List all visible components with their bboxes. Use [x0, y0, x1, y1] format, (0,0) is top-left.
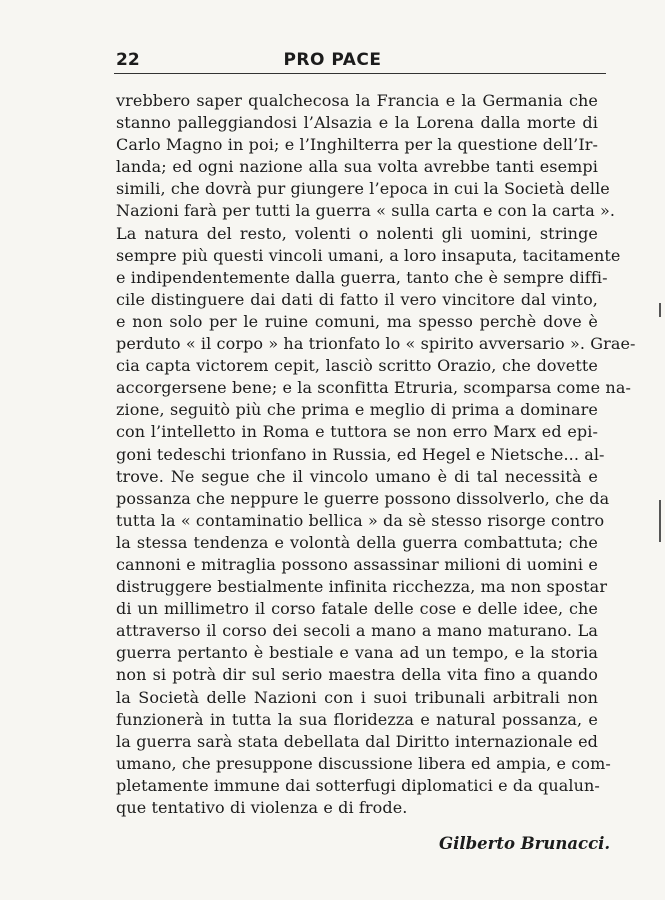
header-rule	[114, 73, 606, 74]
scan-edge-mark	[659, 303, 661, 317]
text-line: goni tedeschi trionfano in Russia, ed Hegel e Nietsche... al-	[116, 444, 605, 464]
text-line: La natura del resto, volenti o nolenti gli uomini, stringe	[116, 223, 598, 243]
text-line: cannoni e mitraglia possono assassinar milioni di uomini e	[116, 554, 598, 574]
text-line: la guerra sarà stata debellata dal Diritto internazionale ed	[116, 731, 598, 751]
text-line: funzionerà in tutta la sua floridezza e natural possanza, e	[116, 709, 598, 729]
scan-edge-mark	[659, 500, 661, 542]
text-line: perduto « il corpo » ha trionfato lo « spirito avversario ». Grae-	[116, 334, 636, 354]
text-line: tutta la « contaminatio bellica » da sè stesso risorge contro	[116, 510, 605, 530]
text-line: non si potrà dir sul serio maestra della vita fino a quando	[116, 665, 598, 685]
text-line: umano, che presuppone discussione libera ed ampia, e com-	[116, 753, 611, 773]
text-line: simili, che dovrà pur giungere l’epoca in cui la Società delle	[116, 179, 610, 199]
running-title: PRO PACE	[283, 50, 382, 70]
text-line: landa; ed ogni nazione alla sua volta avrebbe tanti esempi	[116, 157, 598, 177]
text-line: cile distinguere dai dati di fatto il vero vincitore dal vinto,	[116, 289, 598, 309]
text-line: Carlo Magno in poi; e l’Inghilterra per la questione dell’Ir-	[116, 135, 598, 155]
text-line: Nazioni farà per tutti la guerra « sulla carta e con la carta ».	[116, 201, 616, 221]
body-text	[116, 90, 636, 819]
text-line: la stessa tendenza e volontà della guerra combattuta; che	[116, 532, 598, 552]
page-number: 22	[116, 50, 140, 70]
author-signature: Gilberto Brunacci.	[439, 834, 611, 853]
text-line: distruggere bestialmente infinita ricchezza, ma non spostar	[116, 577, 608, 597]
text-line: vrebbero saper qualchecosa la Francia e la Germania che	[116, 91, 598, 110]
text-line: di un millimetro il corso fatale delle cose e delle idee, che	[116, 599, 598, 619]
text-line: zione, seguitò più che prima e meglio di prima a dominare	[116, 400, 598, 420]
text-line: con l’intelletto in Roma e tuttora se non erro Marx ed epi-	[116, 422, 598, 442]
text-line-last: que tentativo di violenza e di frode.	[116, 798, 408, 817]
text-line: e indipendentemente dalla guerra, tanto che è sempre diffi-	[116, 267, 608, 287]
text-line: cia capta victorem cepit, lasciò scritto Orazio, che dovette	[116, 356, 598, 376]
text-line: e non solo per le ruine comuni, ma spesso perchè dove è	[116, 311, 598, 331]
text-line: guerra pertanto è bestiale e vana ad un tempo, e la storia	[116, 643, 598, 663]
text-line: attraverso il corso dei secoli a mano a mano maturano. La	[116, 621, 598, 641]
text-line: la Società delle Nazioni con i suoi tribunali arbitrali non	[116, 687, 598, 707]
text-line: stanno palleggiandosi l’Alsazia e la Lorena dalla morte di	[116, 113, 598, 133]
text-line: possanza che neppure le guerre possono dissolverlo, che da	[116, 488, 610, 508]
text-line: trove. Ne segue che il vincolo umano è di tal necessità e	[116, 466, 598, 486]
page-header	[0, 46, 665, 76]
text-line: sempre più questi vincoli umani, a loro insaputa, tacitamente	[116, 245, 621, 265]
text-line: pletamente immune dai sotterfugi diplomatici e da qualun-	[116, 775, 600, 795]
text-line: accorgersene bene; e la sconfitta Etruria, scomparsa come na-	[116, 378, 631, 398]
